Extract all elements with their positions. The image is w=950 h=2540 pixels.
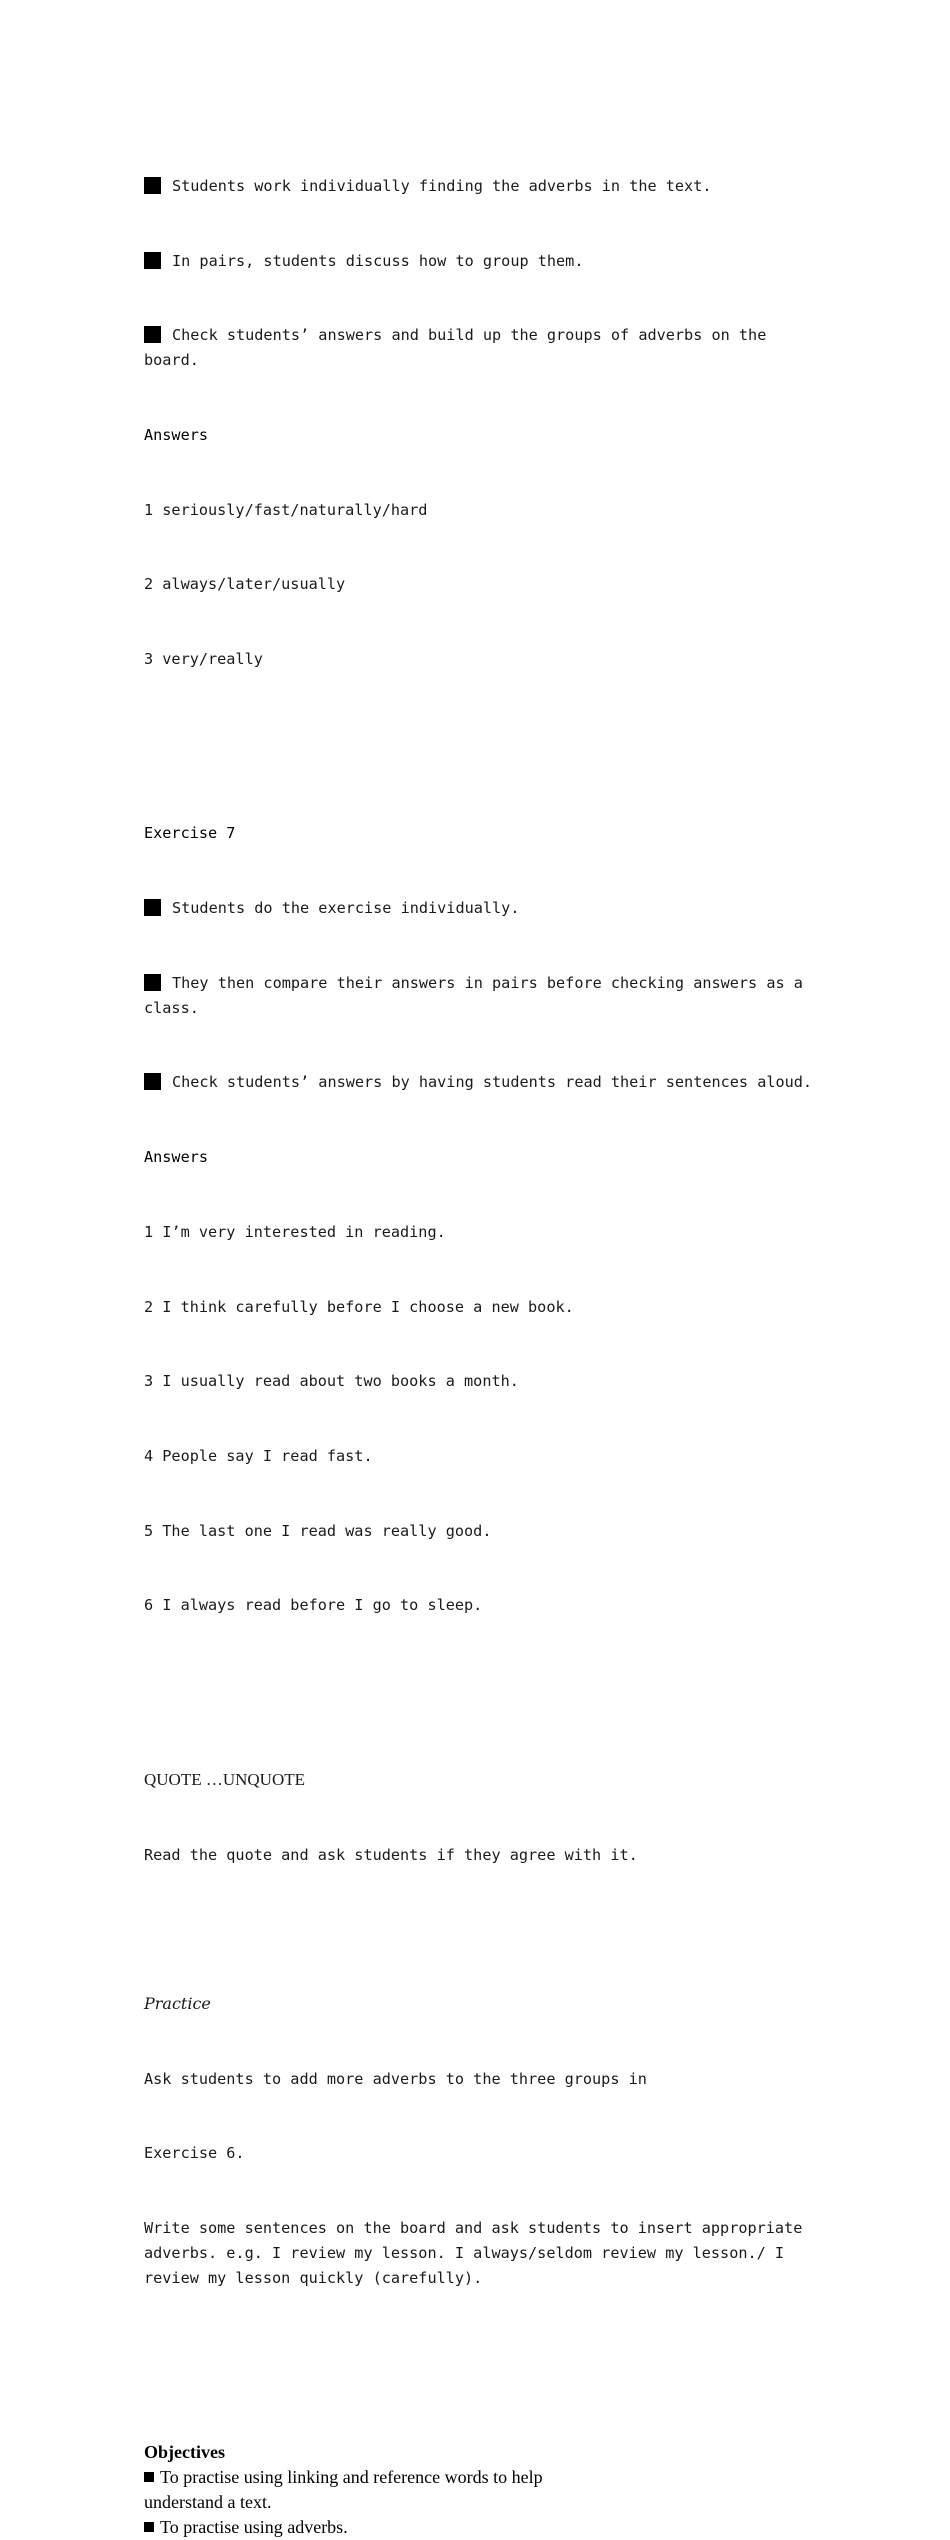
answer-line: 6 I always read before I go to sleep. [144, 1596, 483, 1615]
answer-line: 1 I’m very interested in reading. [144, 1222, 446, 1241]
objective-item [144, 2465, 584, 2515]
bullet-text: Check students’ answers and build up the groups of adverbs on the board. [144, 326, 776, 370]
bullet-text: Students do the exercise individually. [172, 899, 520, 918]
objective-text: To practise using adverbs. [160, 2517, 348, 2538]
objectives-heading: Objectives [144, 2442, 225, 2463]
answer-line: 2 I think carefully before I choose a new book. [144, 1297, 574, 1316]
section-adverb-grouping [144, 124, 824, 722]
answer-line: 1 seriously/fast/naturally/hard [144, 500, 428, 519]
bullet-square-icon [144, 326, 161, 343]
bullet-text: Check students’ answers by having students read their sentences aloud. [172, 1073, 813, 1092]
bullet-item [144, 174, 824, 199]
section-objectives [144, 2440, 584, 2540]
bullet-square-icon [144, 974, 161, 991]
practice-line: Write some sentences on the board and ask students to insert appropriate adverbs. e.g. I review my lesson. I always/seldom review my lesson./ I review my lesson quickly (carefully). [144, 2219, 812, 2287]
section-exercise-7 [144, 772, 824, 1669]
answer-line: 3 I usually read about two books a month. [144, 1372, 519, 1391]
practice-line: Ask students to add more adverbs to the three groups in [144, 2069, 647, 2088]
bullet-item [144, 323, 824, 373]
objective-text: To practise using linking and reference words to help understand a text. [144, 2467, 543, 2513]
answer-line: 3 very/really [144, 650, 263, 669]
answers-heading: Answers [144, 1148, 209, 1167]
section-practice [144, 1942, 824, 2341]
bullet-text: In pairs, students discuss how to group them. [172, 251, 584, 270]
document-content [144, 124, 824, 2540]
quote-text: Read the quote and ask students if they agree with it. [144, 1845, 638, 1864]
bullet-square-icon [144, 177, 161, 194]
bullet-text: Students work individually finding the adverbs in the text. [172, 176, 712, 195]
answer-line: 4 People say I read fast. [144, 1447, 373, 1466]
bullet-item [144, 1070, 824, 1095]
bullet-item [144, 896, 824, 921]
answer-line: 5 The last one I read was really good. [144, 1521, 492, 1540]
bullet-square-icon [144, 252, 161, 269]
practice-line: Exercise 6. [144, 2144, 245, 2163]
bullet-item [144, 971, 824, 1021]
answer-line: 2 always/later/usually [144, 575, 346, 594]
bullet-square-icon [144, 2472, 154, 2482]
bullet-square-icon [144, 2522, 154, 2532]
objective-item [144, 2515, 584, 2540]
practice-heading: Practice [144, 1993, 211, 2013]
bullet-square-icon [144, 1073, 161, 1090]
answers-heading: Answers [144, 425, 209, 444]
exercise-heading: Exercise 7 [144, 824, 236, 843]
bullet-square-icon [144, 899, 161, 916]
section-quote [144, 1718, 824, 1917]
quote-heading: QUOTE …UNQUOTE [144, 1769, 306, 1789]
bullet-item [144, 249, 824, 274]
bullet-text: They then compare their answers in pairs before checking answers as a class. [144, 973, 813, 1017]
